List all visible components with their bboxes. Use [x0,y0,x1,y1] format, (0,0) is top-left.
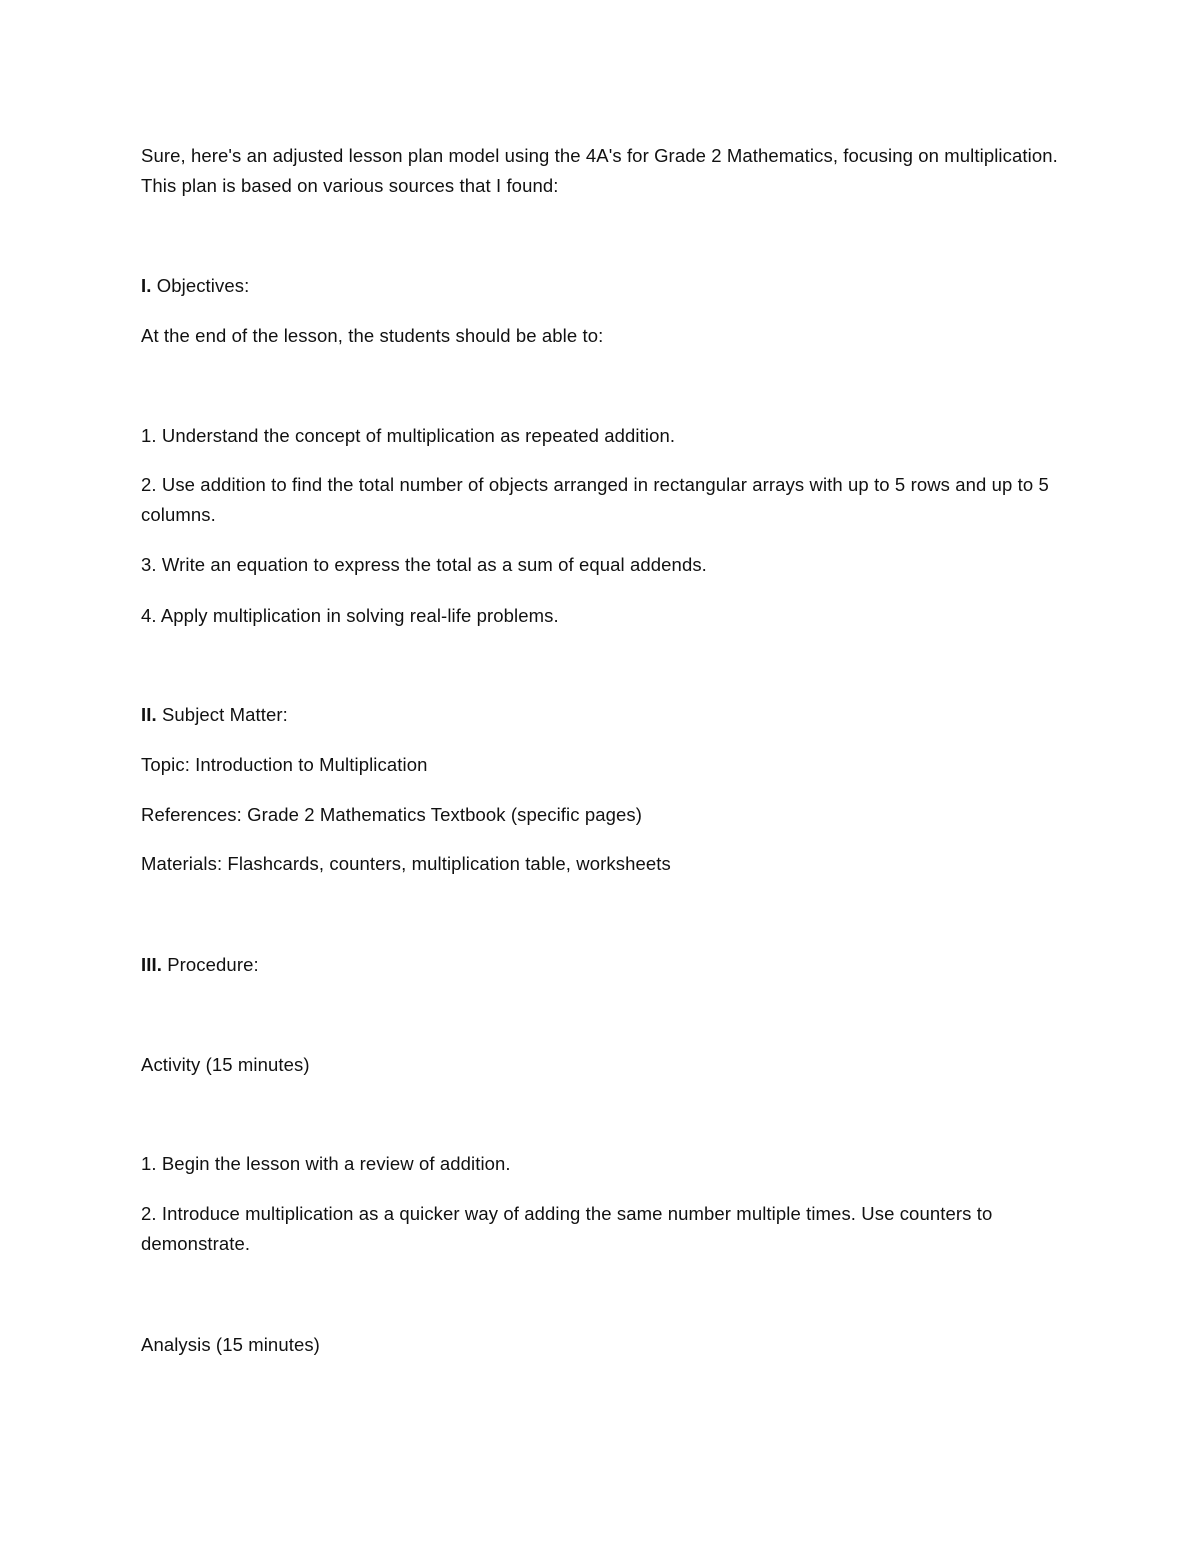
subject-materials: Materials: Flashcards, counters, multiplication table, worksheets [141,853,671,874]
section-heading-objectives [141,271,1071,301]
section-title: Procedure: [161,954,259,975]
section-numeral: I. [141,275,152,296]
objectives-lead: At the end of the lesson, the students should be able to: [141,325,604,346]
section-title: Objectives: [151,275,250,296]
activity-title: Activity (15 minutes) [141,1054,310,1075]
section-heading-subject-matter [141,700,1071,730]
objective-item-4: 4. Apply multiplication in solving real-life problems. [141,605,559,626]
activity-step-1: 1. Begin the lesson with a review of addition. [141,1153,511,1174]
objective-item-1: 1. Understand the concept of multiplication as repeated addition. [141,425,676,446]
section-numeral: III. [141,954,162,975]
objective-item-2: 2. Use addition to find the total number of objects arranged in rectangular arrays with up to 5 rows and up to 5 columns. [141,474,1049,525]
section-title: Subject Matter: [156,704,288,725]
intro-paragraph: Sure, here's an adjusted lesson plan model using the 4A's for Grade 2 Mathematics, focusing on multiplication. This plan is based on various sources that I found: [141,145,1058,196]
objective-item-3: 3. Write an equation to express the total as a sum of equal addends. [141,554,707,575]
subject-references: References: Grade 2 Mathematics Textbook (specific pages) [141,804,642,825]
analysis-title: Analysis (15 minutes) [141,1334,320,1355]
subject-topic: Topic: Introduction to Multiplication [141,754,428,775]
section-heading-procedure [141,950,1071,980]
activity-step-2: 2. Introduce multiplication as a quicker way of adding the same number multiple times. Use counters to demonstrate. [141,1203,993,1254]
section-numeral: II. [141,704,157,725]
